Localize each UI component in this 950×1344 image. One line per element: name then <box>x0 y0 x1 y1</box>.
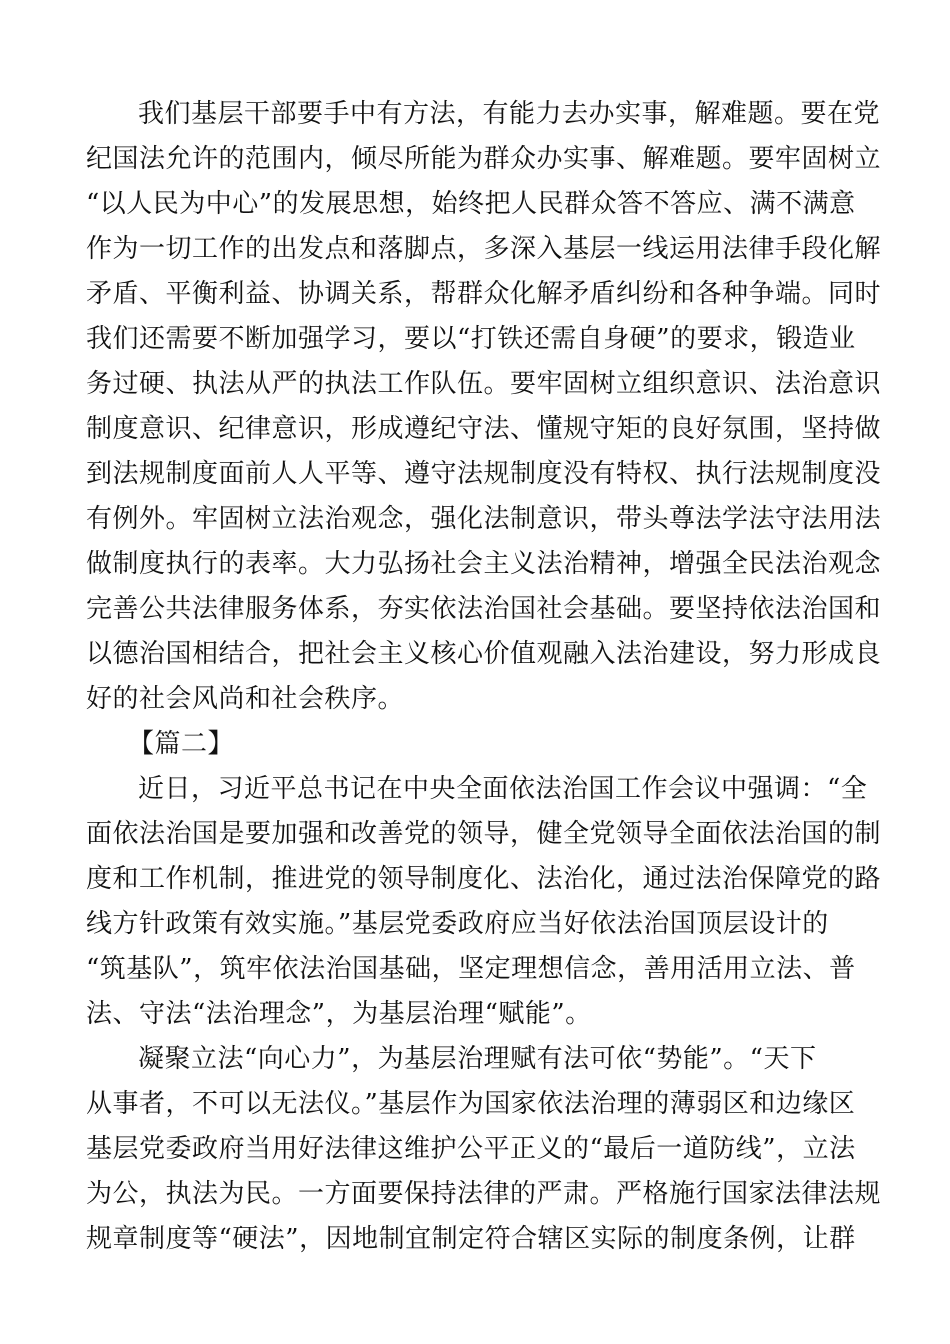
line-7: 务过硬、执法从严的执法工作队伍。要牢固树立组织意识、法治意识 <box>86 369 882 399</box>
line-4: 作为一切工作的出发点和落脚点，多深入基层一线运用法律手段化解 <box>86 234 882 264</box>
line-6: 我们还需要不断加强学习，要以“打铁还需自身硬”的要求，锻造业 <box>86 324 856 354</box>
line-2: 纪国法允许的范围内，倾尽所能为群众办实事、解难题。要牢固树立 <box>86 144 882 174</box>
line-23: 从事者，不可以无法仪。”基层作为国家依法治理的薄弱区和边缘区 <box>86 1089 856 1119</box>
line-16: 近日，习近平总书记在中央全面依法治国工作会议中强调：“全 <box>138 774 868 804</box>
line-22: 凝聚立法“向心力”，为基层治理赋有法可依“势能”。“天下 <box>138 1044 817 1074</box>
line-20: “筑基队”，筑牢依法治国基础，坚定理想信念，善用活用立法、普 <box>86 954 856 984</box>
line-21: 法、守法“法治理念”，为基层治理“赋能”。 <box>86 999 592 1029</box>
line-24: 基层党委政府当用好法律这维护公平正义的“最后一道防线”，立法 <box>86 1134 856 1164</box>
line-25: 为公，执法为民。一方面要保持法律的严肃。严格施行国家法律法规 <box>86 1179 882 1209</box>
section-heading: 【篇二】 <box>128 729 235 759</box>
line-26: 规章制度等“硬法”，因地制宜制定符合辖区实际的制度条例，让群 <box>86 1224 856 1254</box>
line-11: 做制度执行的表率。大力弘扬社会主义法治精神，增强全民法治观念 <box>86 549 882 579</box>
line-12: 完善公共法律服务体系，夯实依法治国社会基础。要坚持依法治国和 <box>86 594 882 624</box>
line-13: 以德治国相结合，把社会主义核心价值观融入法治建设，努力形成良 <box>86 639 882 669</box>
line-3: “以人民为中心”的发展思想，始终把人民群众答不答应、满不满意 <box>86 189 856 219</box>
line-17: 面依法治国是要加强和改善党的领导，健全党领导全面依法治国的制 <box>86 819 882 849</box>
line-5: 矛盾、平衡利益、协调关系，帮群众化解矛盾纠纷和各种争端。同时 <box>86 279 882 309</box>
line-14: 好的社会风尚和社会秩序。 <box>86 684 405 714</box>
document-body <box>86 92 882 1262</box>
line-1: 我们基层干部要手中有方法，有能力去办实事，解难题。要在党 <box>138 99 881 129</box>
line-8: 制度意识、纪律意识，形成遵纪守法、懂规守矩的良好氛围，坚持做 <box>86 414 882 444</box>
line-19: 线方针政策有效实施。”基层党委政府应当好依法治国顶层设计的 <box>86 909 829 939</box>
line-9: 到法规制度面前人人平等、遵守法规制度没有特权、执行法规制度没 <box>86 459 882 489</box>
line-18: 度和工作机制，推进党的领导制度化、法治化，通过法治保障党的路 <box>86 864 882 894</box>
line-10: 有例外。牢固树立法治观念，强化法制意识，带头尊法学法守法用法 <box>86 504 882 534</box>
